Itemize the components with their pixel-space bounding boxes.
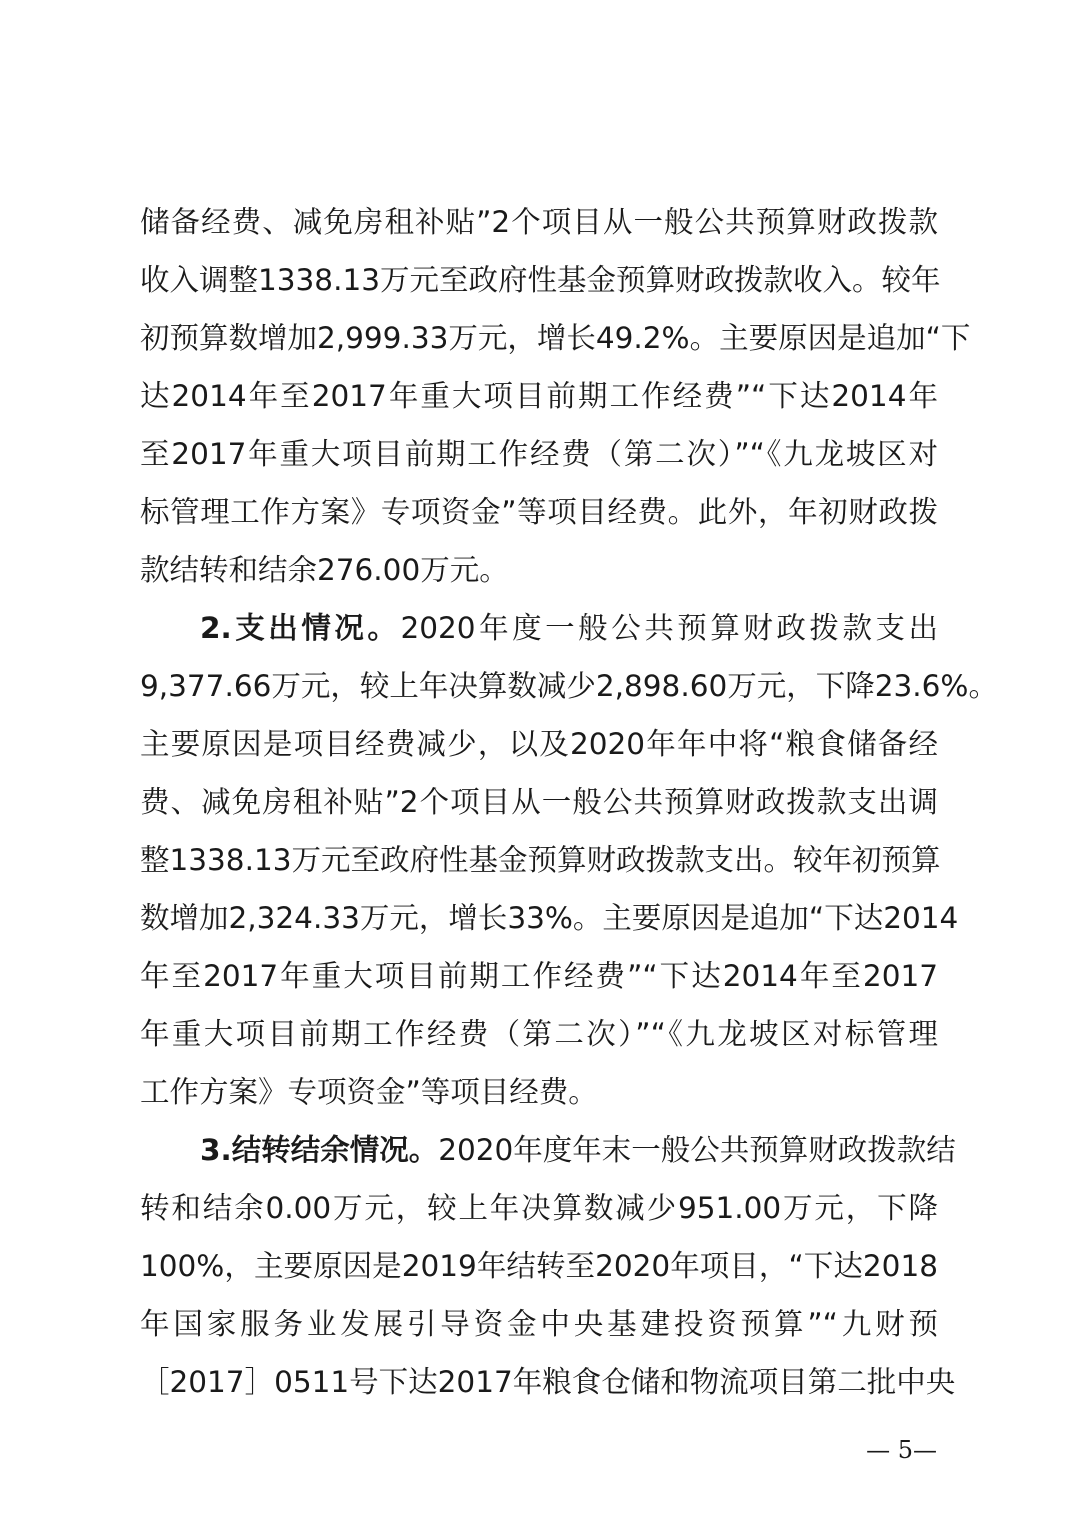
paragraph-line: 年重大项目前期工作经费（第二次）”“《九龙坡区对标管理 (140, 1017, 938, 1051)
paragraph-line: 9,377.66万元，较上年决算数减少2,898.60万元，下降23.6%。 (140, 669, 998, 703)
paragraph-line: 转和结余0.00万元，较上年决算数减少951.00万元，下降 (140, 1191, 938, 1225)
section-heading: 3.结转结余情况。 (200, 1133, 439, 1167)
page-number: — 5— (866, 1436, 937, 1464)
section-3-first-line (140, 1121, 956, 1179)
paragraph-line: 年国家服务业发展引导资金中央基建投资预算”“九财预 (140, 1307, 938, 1341)
body-text (140, 193, 998, 1411)
paragraph-line: 100%，主要原因是2019年结转至2020年项目，“下达2018 (140, 1249, 938, 1283)
paragraph-line: 数增加2,324.33万元，增长33%。主要原因是追加“下达2014 (140, 901, 959, 935)
paragraph-line: 标管理工作方案》专项资金”等项目经费。此外，年初财政拨 (140, 495, 938, 529)
section-2-first-line (140, 599, 938, 657)
paragraph-text: 2020年度年末一般公共预算财政拨款结 (438, 1133, 956, 1167)
paragraph-line: 主要原因是项目经费减少，以及2020年年中将“粮食储备经 (140, 727, 938, 761)
paragraph-line: 工作方案》专项资金”等项目经费。 (140, 1075, 598, 1109)
section-heading: 2.支出情况。 (200, 611, 401, 645)
paragraph-line: 收入调整1338.13万元至政府性基金预算财政拨款收入。较年 (140, 263, 941, 297)
paragraph-line: 达2014年至2017年重大项目前期工作经费”“下达2014年 (140, 379, 938, 413)
paragraph-line: ［2017］0511号下达2017年粮食仓储和物流项目第二批中央 (140, 1365, 956, 1399)
paragraph-line: 至2017年重大项目前期工作经费（第二次）”“《九龙坡区对 (140, 437, 938, 471)
paragraph-line: 费、减免房租补贴”2个项目从一般公共预算财政拨款支出调 (140, 785, 938, 819)
paragraph-line: 初预算数增加2,999.33万元，增长49.2%。主要原因是追加“下 (140, 321, 971, 355)
paragraph-line: 年至2017年重大项目前期工作经费”“下达2014年至2017 (140, 959, 938, 993)
paragraph-line: 款结转和结余276.00万元。 (140, 553, 509, 587)
paragraph-line: 整1338.13万元至政府性基金预算财政拨款支出。较年初预算 (140, 843, 941, 877)
paragraph-text: 2020年度一般公共预算财政拨款支出 (400, 611, 939, 645)
paragraph-line: 储备经费、减免房租补贴”2个项目从一般公共预算财政拨款 (140, 205, 938, 239)
